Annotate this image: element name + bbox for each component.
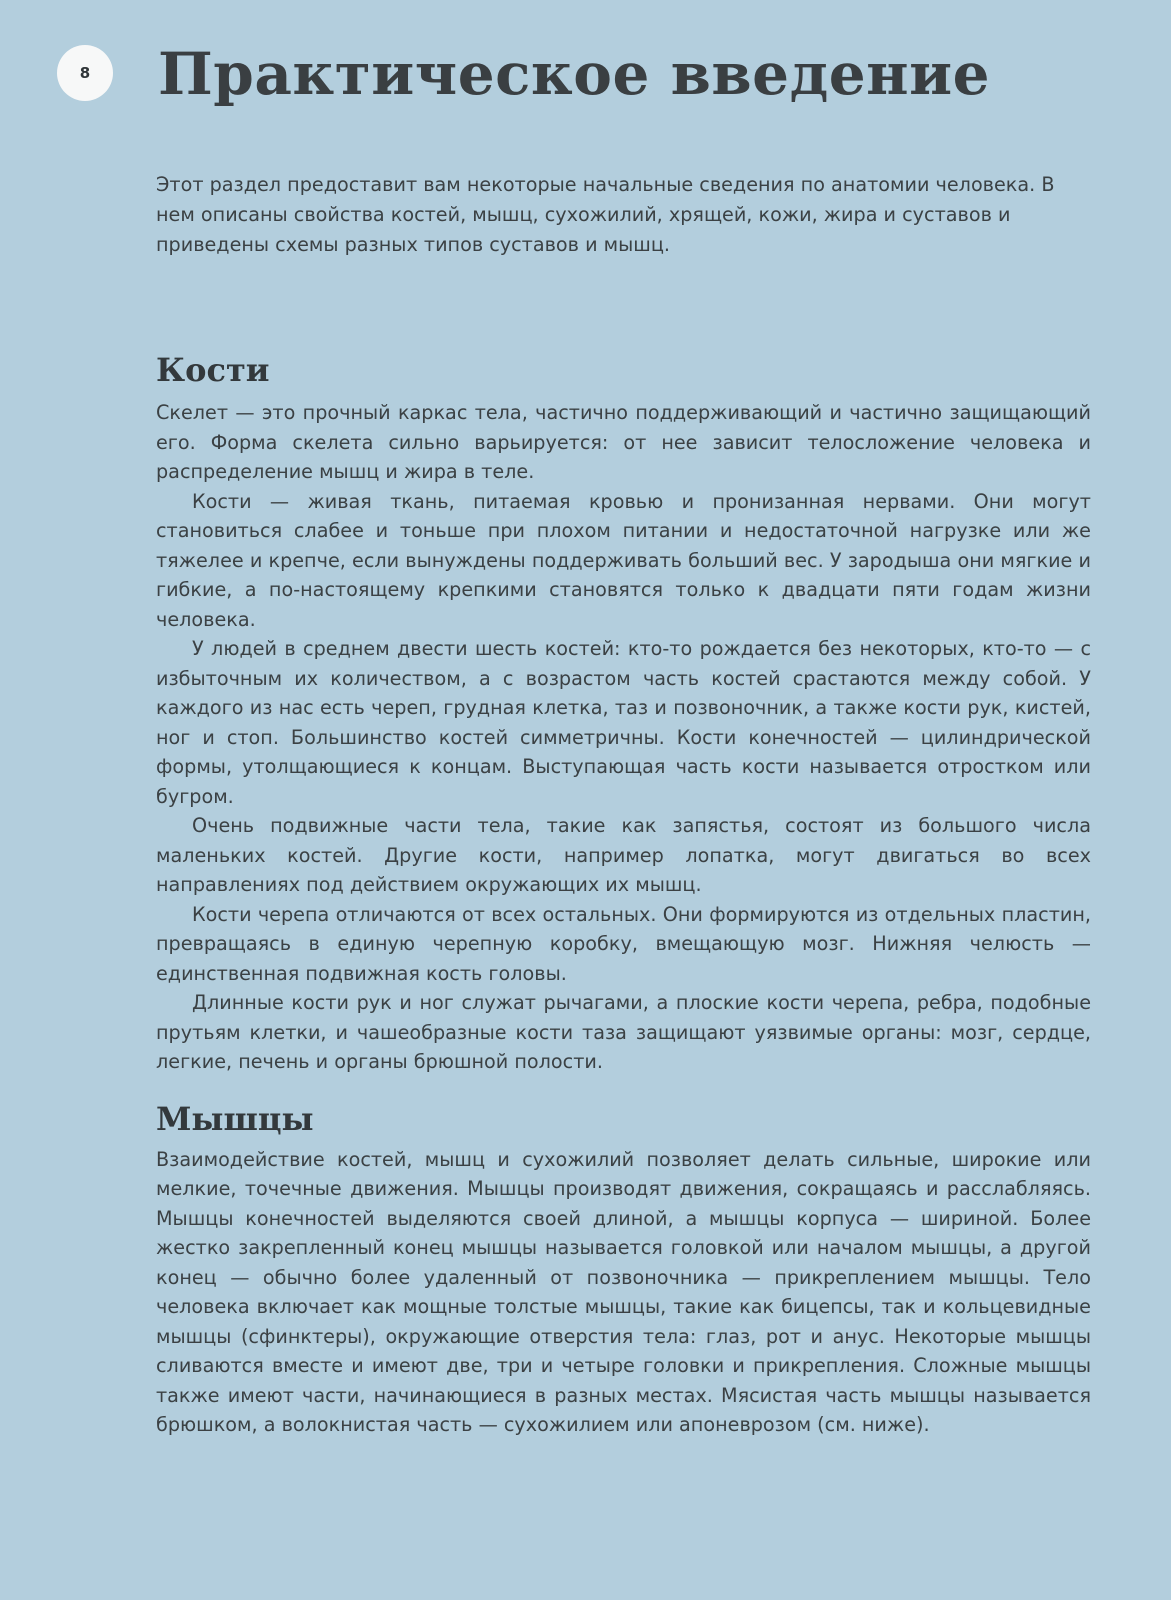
paragraph: У людей в среднем двести шесть костей: кто-то рождается без некоторых, кто-то — с избыточным их количеством, а с возрастом часть костей срастаются между собой. У каждого из нас есть череп, грудная клетка, таз и позвоночник, а также кости рук, кистей, ног и стоп. Большинство костей симметричны. Кости конечностей — цилиндрической формы, утолщающиеся к концам. Выступающая часть кости называется отростком или бугром.: [156, 637, 1091, 808]
section-bones: [156, 350, 1091, 1077]
section-heading: Мышцы: [156, 1099, 314, 1138]
paragraph: Очень подвижные части тела, такие как запястья, состоят из большого числа маленьких костей. Другие кости, например лопатка, могут двигаться во всех направлениях под действием окружающих их мышц.: [156, 814, 1091, 896]
paragraph: Длинные кости рук и ног служат рычагами, а плоские кости черепа, ребра, подобные прутьям клетки, и чашеобразные кости таза защищают уязвимые органы: мозг, сердце, легкие, печень и органы брюшной полости.: [156, 991, 1091, 1073]
paragraph: Кости — живая ткань, питаемая кровью и пронизанная нервами. Они могут становиться слабее и тоньше при плохом питании и недостаточной нагрузке или же тяжелее и крепче, если вынуждены поддерживать больший вес. У зародыша они мягкие и гибкие, а по-настоящему крепкими становятся только к двадцати пяти годам жизни человека.: [156, 489, 1091, 631]
page-content: [156, 170, 1091, 1440]
paragraph: Кости черепа отличаются от всех остальных. Они формируются из отдельных пластин, превращаясь в единую черепную коробку, вмещающую мозг. Нижняя челюсть — единственная подвижная кость головы.: [156, 902, 1091, 985]
page-number: 8: [79, 64, 91, 82]
page-title: Практическое введение: [158, 40, 991, 108]
section-heading: Кости: [156, 351, 270, 389]
intro-paragraph: Этот раздел предоставит вам некоторые начальные сведения по анатомии человека. В нем описаны свойства костей, мышц, сухожилий, хрящей, кожи, жира и суставов и приведены схемы разных типов суставов и мышц.: [156, 173, 1055, 256]
paragraph: Скелет — это прочный каркас тела, частично поддерживающий и частично защищающий его. Форма скелета сильно варьируется: от нее зависит телосложение человека и распределение мышц и жира в теле.: [156, 401, 1091, 483]
section-muscles: [156, 1099, 1091, 1440]
page-number-badge: [57, 45, 113, 101]
paragraph: Взаимодействие костей, мышц и сухожилий позволяет делать сильные, широкие или мелкие, точечные движения. Мышцы производят движения, сокращаясь и расслабляясь. Мышцы конечностей выделяются своей длиной, а мышцы корпуса — шириной. Более жестко закрепленный конец мышцы называется головкой или началом мышцы, а другой конец — обычно более удаленный от позвоночника — прикреплением мышцы. Тело человека включает как мощные толстые мышцы, такие как бицепсы, так и кольцевидные мышцы (сфинктеры), окружающие отверстия тела: глаз, рот и анус. Некоторые мышцы сливаются вместе и имеют две, три и четыре головки и прикрепления. Сложные мышцы также имеют части, начинающиеся в разных местах. Мясистая часть мышцы называется брюшком, а волокнистая часть — сухожилием или апоневрозом (см. ниже).: [156, 1147, 1091, 1436]
